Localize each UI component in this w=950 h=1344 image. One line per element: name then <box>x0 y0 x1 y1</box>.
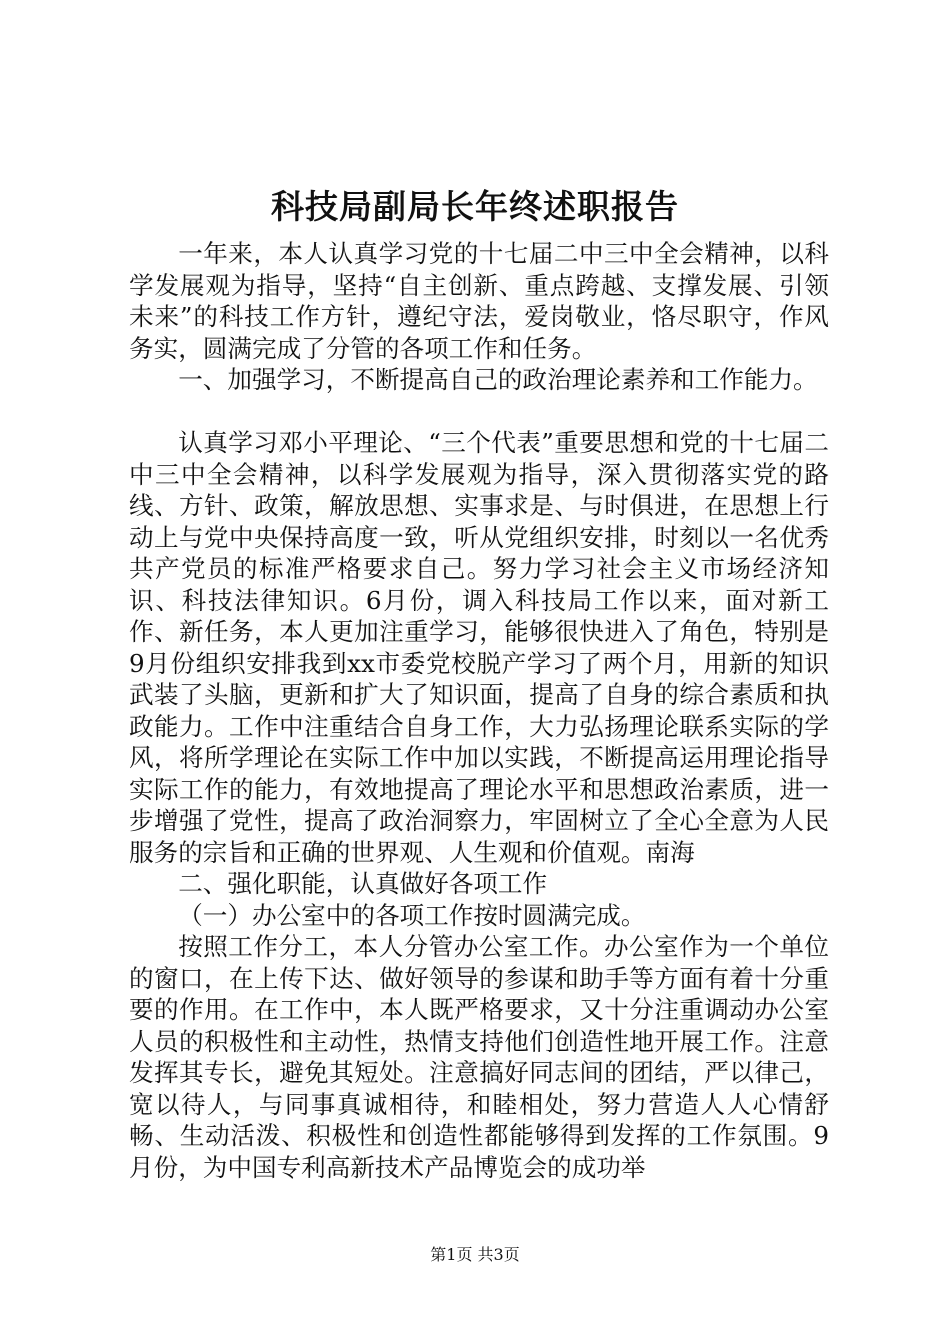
paragraph-office: 按照工作分工，本人分管办公室工作。办公室作为一个单位的窗口，在上传下达、做好领导的参谋和助手等方面有着十分重要的作用。在工作中，本人既严格要求，又十分注重调动办公室人员的积极性和主动性，热情支持他们创造性地开展工作。注意发挥其专长，避免其短处。注意搞好同志间的团结，严以律己，宽以待人，与同事真诚相待，和睦相处，努力营造人人心情舒畅、生动活泼、积极性和创造性都能够得到发挥的工作氛围。9月份，为中国专利高新技术产品博览会的成功举 <box>129 932 829 1182</box>
paragraph-study: 认真学习邓小平理论、“三个代表”重要思想和党的十七届二中三中全会精神，以科学发展观为指导，深入贯彻落实党的路线、方针、政策，解放思想、实事求是、与时俱进，在思想上行动上与党中央保持高度一致，听从党组织安排，时刻以一名优秀共产党员的标准严格要求自己。努力学习社会主义市场经济知识、科技法律知识。6月份，调入科技局工作以来，面对新工作、新任务，本人更加注重学习，能够很快进入了角色，特别是9月份组织安排我到xx市委党校脱产学习了两个月，用新的知识武装了头脑，更新和扩大了知识面，提高了自身的综合素质和执政能力。工作中注重结合自身工作，大力弘扬理论联系实际的学风，将所学理论在实际工作中加以实践，不断提高运用理论指导实际工作的能力，有效地提高了理论水平和思想政治素质，进一步增强了党性，提高了政治洞察力，牢固树立了全心全意为人民服务的宗旨和正确的世界观、人生观和价值观。南海 <box>129 428 829 867</box>
section-heading-2: 二、强化职能，认真做好各项工作 <box>178 869 548 898</box>
page-footer: 第1页 共3页 <box>430 1245 520 1264</box>
document-body <box>129 238 829 1183</box>
section-heading-1: 一、加强学习，不断提高自己的政治理论素养和工作能力。 <box>178 365 818 394</box>
paragraph-intro: 一年来，本人认真学习党的十七届二中三中全会精神，以科学发展观为指导，坚持“自主创新、重点跨越、支撑发展、引领未来”的科技工作方针，遵纪守法，爱岗敬业，恪尽职守，作风务实，圆满完成了分管的各项工作和任务。 <box>129 239 829 363</box>
document-title: 科技局副局长年终述职报告 <box>271 187 679 226</box>
subsection-heading-1: （一）办公室中的各项工作按时圆满完成。 <box>178 900 646 930</box>
